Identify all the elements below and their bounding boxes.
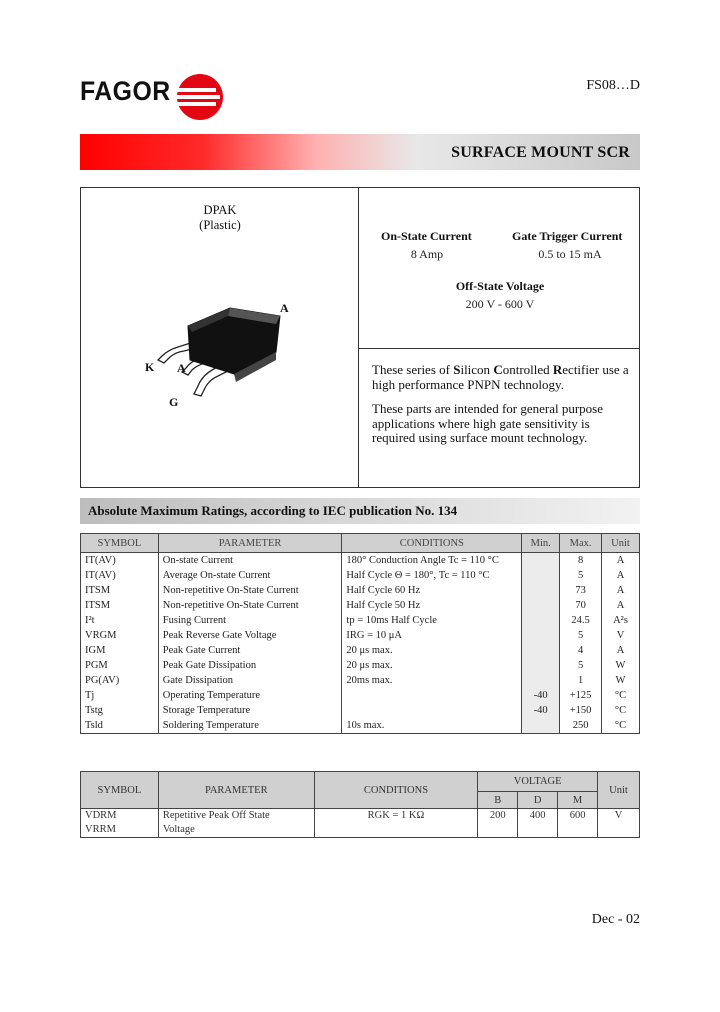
cell-parameter: Soldering Temperature: [158, 718, 342, 734]
pin-label-anode-tab: A: [280, 301, 289, 315]
cell-conditions: tp = 10ms Half Cycle: [342, 613, 522, 628]
table-row: [81, 568, 640, 583]
cell-symbol: IGM: [81, 643, 159, 658]
cell-symbol: Tstg: [81, 703, 159, 718]
pin-label-g: G: [169, 395, 179, 409]
cell-max: 5: [560, 568, 602, 583]
col-header-parameter: PARAMETER: [158, 534, 342, 553]
part-number: FS08…D: [586, 78, 640, 93]
v-cell-b: 200: [478, 809, 518, 838]
cell-unit: A: [602, 583, 640, 598]
pin-label-a: A: [177, 361, 186, 375]
voltage-table: [80, 771, 640, 838]
cell-max: 5: [560, 628, 602, 643]
footer-date: Dec - 02: [591, 912, 640, 927]
cell-unit: V: [602, 628, 640, 643]
cell-min: [522, 658, 560, 673]
cell-max: 73: [560, 583, 602, 598]
page-title: SURFACE MOUNT SCR: [451, 144, 630, 161]
cell-unit: A²s: [602, 613, 640, 628]
cell-conditions: 20 μs max.: [342, 658, 522, 673]
cell-min: [522, 568, 560, 583]
table-row: [81, 598, 640, 613]
v-cell-d: 400: [518, 809, 558, 838]
description-para-2: These parts are intended for general purpose applications where high gate sensitivity is required using surface mount technology.: [372, 401, 604, 445]
cell-conditions: 20ms max.: [342, 673, 522, 688]
cell-symbol: VRGM: [81, 628, 159, 643]
cell-symbol: Tsld: [81, 718, 159, 734]
cell-conditions: [342, 688, 522, 703]
cell-max: 5: [560, 658, 602, 673]
cell-unit: A: [602, 598, 640, 613]
cell-symbol: IT(AV): [81, 553, 159, 569]
abs-max-table: [80, 533, 640, 734]
v-cell-condition: RGK = 1 KΩ: [314, 809, 478, 838]
table-row: [81, 583, 640, 598]
cell-min: -40: [522, 688, 560, 703]
cell-max: 250: [560, 718, 602, 734]
gate-trigger-label: Gate Trigger Current: [512, 229, 623, 243]
cell-unit: W: [602, 673, 640, 688]
cell-symbol: Tj: [81, 688, 159, 703]
on-state-label: On-State Current: [381, 229, 472, 243]
v-subheader-b: B: [478, 792, 518, 809]
cell-unit: A: [602, 568, 640, 583]
off-state-label: Off-State Voltage: [455, 279, 545, 293]
cell-symbol: PG(AV): [81, 673, 159, 688]
v-subheader-m: M: [558, 792, 598, 809]
cell-min: [522, 598, 560, 613]
cell-min: [522, 628, 560, 643]
overview-divider-horizontal: [358, 348, 639, 349]
cell-unit: W: [602, 658, 640, 673]
table-row: [81, 643, 640, 658]
cell-max: 70: [560, 598, 602, 613]
cell-conditions: [342, 703, 522, 718]
cell-min: [522, 673, 560, 688]
cell-parameter: Non-repetitive On-State Current: [158, 583, 342, 598]
cell-conditions: Half Cycle Θ = 180°, Tc = 110 °C: [342, 568, 522, 583]
package-label: [178, 203, 262, 233]
v-col-header-parameter: PARAMETER: [158, 772, 314, 809]
cell-parameter: On-state Current: [158, 553, 342, 569]
cell-max: 1: [560, 673, 602, 688]
table-row: [81, 688, 640, 703]
col-header-max: Max.: [560, 534, 602, 553]
cell-parameter: Fusing Current: [158, 613, 342, 628]
cell-max: 24.5: [560, 613, 602, 628]
brand-logo-text: FAGOR: [80, 76, 171, 106]
cell-unit: A: [602, 643, 640, 658]
cell-min: [522, 553, 560, 569]
cell-conditions: 10s max.: [342, 718, 522, 734]
cell-unit: °C: [602, 703, 640, 718]
cell-max: 4: [560, 643, 602, 658]
table-row: [81, 613, 640, 628]
cell-conditions: 180° Conduction Angle Tc = 110 °C: [342, 553, 522, 569]
cell-parameter: Peak Gate Current: [158, 643, 342, 658]
v-col-header-unit: Unit: [598, 772, 640, 809]
cell-unit: A: [602, 553, 640, 569]
v-col-header-symbol: SYMBOL: [81, 772, 159, 809]
cell-parameter: Peak Gate Dissipation: [158, 658, 342, 673]
on-state-value: 8 Amp: [410, 247, 444, 261]
table-row: [81, 658, 640, 673]
pin-label-k: K: [145, 360, 155, 374]
cell-conditions: Half Cycle 60 Hz: [342, 583, 522, 598]
cell-min: [522, 643, 560, 658]
cell-symbol: ITSM: [81, 598, 159, 613]
v-col-header-conditions: CONDITIONS: [314, 772, 478, 809]
table-row: [81, 628, 640, 643]
cell-parameter: Operating Temperature: [158, 688, 342, 703]
v-cell-unit: V: [598, 809, 640, 838]
cell-conditions: Half Cycle 50 Hz: [342, 598, 522, 613]
cell-max: +150: [560, 703, 602, 718]
cell-min: [522, 613, 560, 628]
table-row: [81, 718, 640, 734]
col-header-unit: Unit: [602, 534, 640, 553]
gate-trigger-value: 0.5 to 15 mA: [538, 247, 602, 261]
cell-min: -40: [522, 703, 560, 718]
cell-min: [522, 718, 560, 734]
v-cell-parameter: Repetitive Peak Off State Voltage: [158, 809, 314, 838]
cell-conditions: 20 μs max.: [342, 643, 522, 658]
cell-parameter: Gate Dissipation: [158, 673, 342, 688]
description-para-1: These series of Silicon Controlled Rectifier use a high performance PNPN technology.: [372, 362, 629, 392]
col-header-conditions: CONDITIONS: [342, 534, 522, 553]
cell-conditions: IRG = 10 μA: [342, 628, 522, 643]
cell-max: 8: [560, 553, 602, 569]
fagor-logo-icon: [176, 73, 224, 121]
package-material: (Plastic): [199, 218, 241, 232]
description: [372, 363, 632, 456]
cell-parameter: Peak Reverse Gate Voltage: [158, 628, 342, 643]
cell-symbol: I²t: [81, 613, 159, 628]
cell-parameter: Non-repetitive On-State Current: [158, 598, 342, 613]
v-subheader-d: D: [518, 792, 558, 809]
cell-unit: °C: [602, 718, 640, 734]
cell-parameter: Average On-state Current: [158, 568, 342, 583]
abs-max-title: Absolute Maximum Ratings, according to IEC publication No. 134: [88, 503, 458, 518]
col-header-min: Min.: [522, 534, 560, 553]
v-cell-m: 600: [558, 809, 598, 838]
overview-divider-vertical: [358, 187, 359, 488]
cell-min: [522, 583, 560, 598]
col-header-symbol: SYMBOL: [81, 534, 159, 553]
cell-parameter: Storage Temperature: [158, 703, 342, 718]
v-col-header-voltage: VOLTAGE: [478, 772, 598, 792]
table-row: [81, 703, 640, 718]
table-row: [81, 673, 640, 688]
v-cell-symbol: VDRM VRRM: [81, 809, 159, 838]
table-row: [81, 553, 640, 569]
package-name: DPAK: [203, 203, 237, 217]
cell-symbol: ITSM: [81, 583, 159, 598]
cell-unit: °C: [602, 688, 640, 703]
cell-symbol: IT(AV): [81, 568, 159, 583]
off-state-value: 200 V - 600 V: [465, 297, 535, 311]
cell-symbol: PGM: [81, 658, 159, 673]
cell-max: +125: [560, 688, 602, 703]
